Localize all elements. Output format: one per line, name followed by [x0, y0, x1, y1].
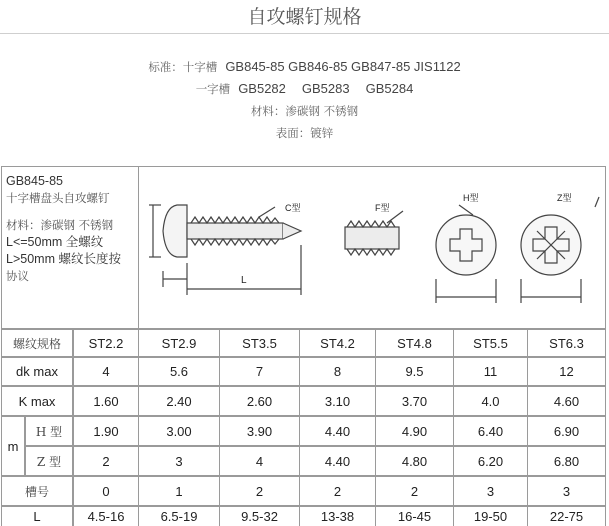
dk-st3-5: 7	[220, 358, 299, 385]
size-st6-3: ST6.3	[528, 330, 605, 356]
screw-tip-c	[283, 223, 301, 239]
dk-st5-5: 11	[454, 358, 527, 385]
standards-slot-code-1: GB5282	[238, 81, 286, 96]
length-st5-5: 19-50	[454, 507, 527, 526]
mz-st5-5: 6.20	[454, 447, 527, 475]
mh-st4-2: 4.40	[300, 417, 375, 445]
standards-material	[0, 103, 609, 119]
title-divider	[0, 33, 609, 34]
f-type-thread	[345, 227, 399, 249]
surface-text: 表面：镀锌	[275, 126, 334, 140]
h-type-head	[436, 215, 496, 275]
row-label-m-h: H 型	[26, 417, 72, 445]
length-st4-8: 16-45	[376, 507, 453, 526]
spec-table	[1, 166, 606, 526]
length-st4-2: 13-38	[300, 507, 375, 526]
mh-st4-8: 4.90	[376, 417, 453, 445]
screw-drawing	[139, 167, 605, 328]
slot-st3-5: 2	[220, 477, 299, 505]
standards-cross-codes: GB845-85 GB846-85 GB847-85 JIS1122	[225, 59, 461, 74]
product-code: GB845-85	[6, 174, 63, 188]
k-st2-9: 2.40	[139, 387, 219, 415]
slot-st2-2: 0	[74, 477, 138, 505]
dk-st2-2: 4	[74, 358, 138, 385]
mz-st3-5: 4	[220, 447, 299, 475]
length-st2-2: 4.5-16	[74, 507, 138, 526]
size-st4-8: ST4.8	[376, 330, 453, 356]
product-note-long-1: L>50mm 螺纹长度按	[6, 252, 121, 266]
mh-st2-2: 1.90	[74, 417, 138, 445]
page-title: 自攻螺钉规格	[247, 6, 362, 28]
product-note-short: L<=50mm 全螺纹	[6, 235, 104, 249]
row-label-k: K max	[2, 387, 72, 415]
size-st2-2: ST2.2	[74, 330, 138, 356]
label-c-type: C型	[285, 203, 301, 213]
slot-st4-2: 2	[300, 477, 375, 505]
length-st3-5: 9.5-32	[220, 507, 299, 526]
standards-slot-code-3: GB5284	[365, 81, 414, 96]
dk-st2-9: 5.6	[139, 358, 219, 385]
mh-st3-5: 3.90	[220, 417, 299, 445]
standards-surface	[0, 125, 609, 141]
product-name: 十字槽盘头自攻螺钉	[6, 191, 110, 205]
screw-drawing-svg	[139, 167, 605, 328]
dk-st4-8: 9.5	[376, 358, 453, 385]
label-f-type: F型	[375, 203, 390, 213]
product-material: 材料：渗碳钢 不锈钢	[6, 218, 114, 232]
size-st3-5: ST3.5	[220, 330, 299, 356]
mz-st2-9: 3	[139, 447, 219, 475]
row-label-length: L	[2, 507, 72, 526]
product-info	[2, 167, 138, 328]
mz-st4-2: 4.40	[300, 447, 375, 475]
standards-line-2	[0, 81, 609, 97]
size-st5-5: ST5.5	[454, 330, 527, 356]
screw-head-side	[163, 205, 187, 257]
material-text: 材料：渗碳钢 不锈钢	[250, 104, 359, 118]
size-st2-9: ST2.9	[139, 330, 219, 356]
thread-top	[191, 217, 279, 223]
screw-shank	[187, 223, 283, 239]
k-st5-5: 4.0	[454, 387, 527, 415]
k-st2-2: 1.60	[74, 387, 138, 415]
k-st4-2: 3.10	[300, 387, 375, 415]
length-st2-9: 6.5-19	[139, 507, 219, 526]
mz-st6-3: 6.80	[528, 447, 605, 475]
standards-slot-code-2: GB5283	[301, 81, 350, 96]
standards-line-1	[0, 59, 609, 75]
k-st4-8: 3.70	[376, 387, 453, 415]
product-note-long-2: 协议	[6, 269, 29, 283]
length-st6-3: 22-75	[528, 507, 605, 526]
row-label-m: m	[2, 417, 24, 475]
dk-st6-3: 12	[528, 358, 605, 385]
label-l-dimension: L	[241, 275, 247, 286]
k-st6-3: 4.60	[528, 387, 605, 415]
mz-st2-2: 2	[74, 447, 138, 475]
row-label-slot: 槽号	[2, 477, 72, 505]
label-h-type: H型	[463, 193, 479, 203]
slot-st4-8: 2	[376, 477, 453, 505]
mh-st6-3: 6.90	[528, 417, 605, 445]
dk-st4-2: 8	[300, 358, 375, 385]
slot-st2-9: 1	[139, 477, 219, 505]
mz-st4-8: 4.80	[376, 447, 453, 475]
size-st4-2: ST4.2	[300, 330, 375, 356]
mh-st2-9: 3.00	[139, 417, 219, 445]
label-z-type: Z型	[557, 193, 572, 203]
k-st3-5: 2.60	[220, 387, 299, 415]
slot-st5-5: 3	[454, 477, 527, 505]
mh-st5-5: 6.40	[454, 417, 527, 445]
row-label-m-z: Z 型	[26, 447, 72, 475]
slot-st6-3: 3	[528, 477, 605, 505]
header-thread-spec: 螺纹规格	[2, 330, 72, 356]
row-label-dk: dk max	[2, 358, 72, 385]
standards-cross-label: 标准：十字槽	[148, 60, 218, 74]
standards-slot-label: 一字槽	[195, 82, 231, 96]
thread-bottom	[191, 239, 279, 245]
